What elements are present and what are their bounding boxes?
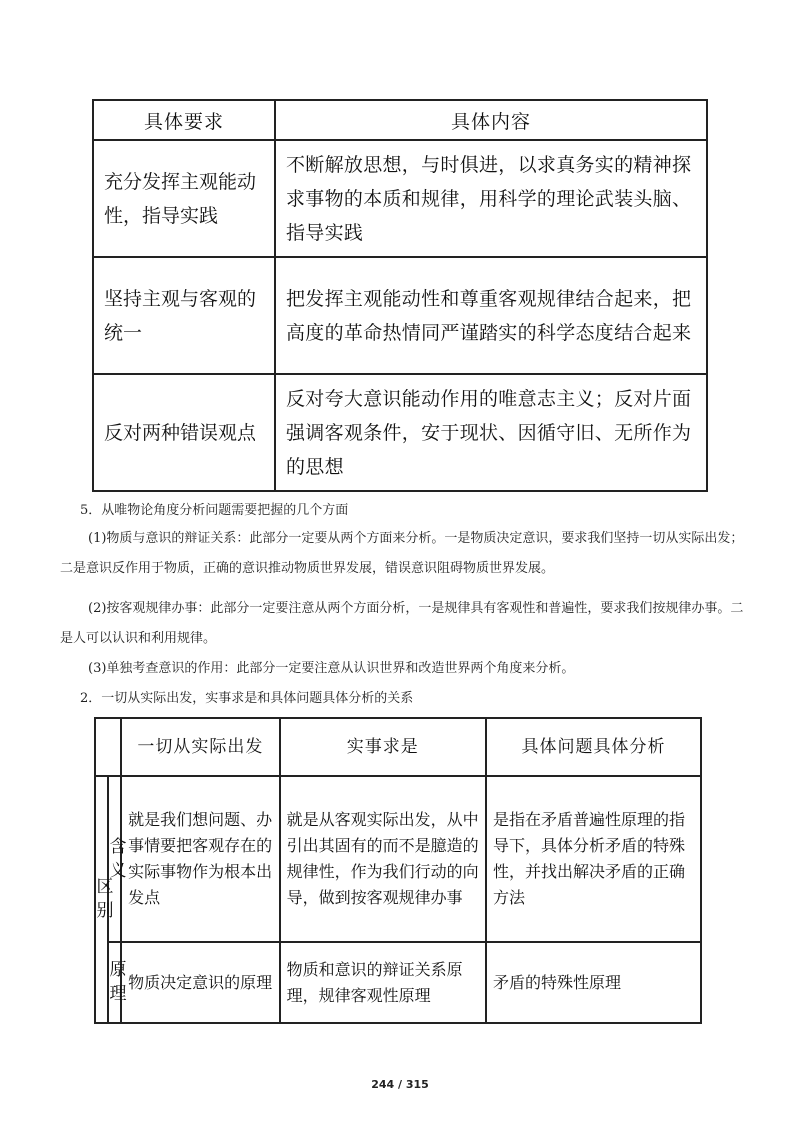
section-heading: 2．一切从实际出发，实事求是和具体问题具体分析的关系 — [80, 691, 414, 706]
table-row — [95, 776, 701, 942]
header-col-b: 实事求是 — [280, 718, 486, 776]
requirements-table — [92, 99, 708, 492]
relation-table — [94, 717, 702, 1024]
table-row — [93, 257, 707, 374]
row-label: 含义 — [109, 836, 127, 881]
row-content: 反对夸大意识能动作用的唯意志主义；反对片面强调客观条件，安于现状、因循守旧、无所作为的思想 — [275, 374, 707, 491]
row-label: 原理 — [109, 960, 127, 1004]
row-requirement: 反对两种错误观点 — [93, 374, 275, 491]
paragraph: (1)物质与意识的辩证关系：此部分一定要从两个方面来分析。一是物质决定意识，要求我们坚持一切从实际出发；二是意识反作用于物质，正确的意识推动物质世界发展，错误意识阻碍物质世界发展。 — [60, 531, 744, 576]
row-requirement: 坚持主观与客观的统一 — [93, 257, 275, 374]
header-col-a: 一切从实际出发 — [121, 718, 280, 776]
header-col-c: 具体问题具体分析 — [486, 718, 701, 776]
header-content: 具体内容 — [275, 100, 707, 140]
cell-a: 就是我们想问题、办事情要把客观存在的实际事物作为根本出发点 — [121, 776, 280, 942]
group-label: 区别 — [96, 877, 114, 921]
header-empty — [95, 718, 121, 776]
cell-b: 就是从客观实际出发，从中引出其固有的而不是臆造的规律性，作为我们行动的向导，做到按客观规律办事 — [280, 776, 486, 942]
page-number: 244 / 315 — [371, 1078, 429, 1091]
table-row — [93, 374, 707, 491]
row-requirement: 充分发挥主观能动性，指导实践 — [93, 140, 275, 257]
row-content: 不断解放思想，与时俱进，以求真务实的精神探求事物的本质和规律，用科学的理论武装头脑、指导实践 — [275, 140, 707, 257]
table-header-row — [95, 718, 701, 776]
cell-b: 物质和意识的辩证关系原理，规律客观性原理 — [280, 942, 486, 1023]
row-label-cell — [108, 942, 127, 1023]
paragraph: (3)单独考查意识的作用：此部分一定要注意从认识世界和改造世界两个角度来分析。 — [88, 661, 575, 676]
table-row — [93, 140, 707, 257]
row-content: 把发挥主观能动性和尊重客观规律结合起来，把高度的革命热情同严谨踏实的科学态度结合起来 — [275, 257, 707, 374]
paragraph: (2)按客观规律办事：此部分一定要注意从两个方面分析，一是规律具有客观性和普遍性，要求我们按规律办事。二是人可以认识和利用规律。 — [60, 601, 744, 646]
cell-c: 是指在矛盾普遍性原理的指导下，具体分析矛盾的特殊性，并找出解决矛盾的正确方法 — [486, 776, 701, 942]
header-requirement: 具体要求 — [93, 100, 275, 140]
table-header-row — [93, 100, 707, 140]
cell-a: 物质决定意识的原理 — [121, 942, 280, 1023]
section-heading: 5．从唯物论角度分析问题需要把握的几个方面 — [80, 503, 349, 518]
table-row — [95, 942, 701, 1023]
cell-c: 矛盾的特殊性原理 — [486, 942, 701, 1023]
group-label-cell — [95, 776, 114, 1023]
